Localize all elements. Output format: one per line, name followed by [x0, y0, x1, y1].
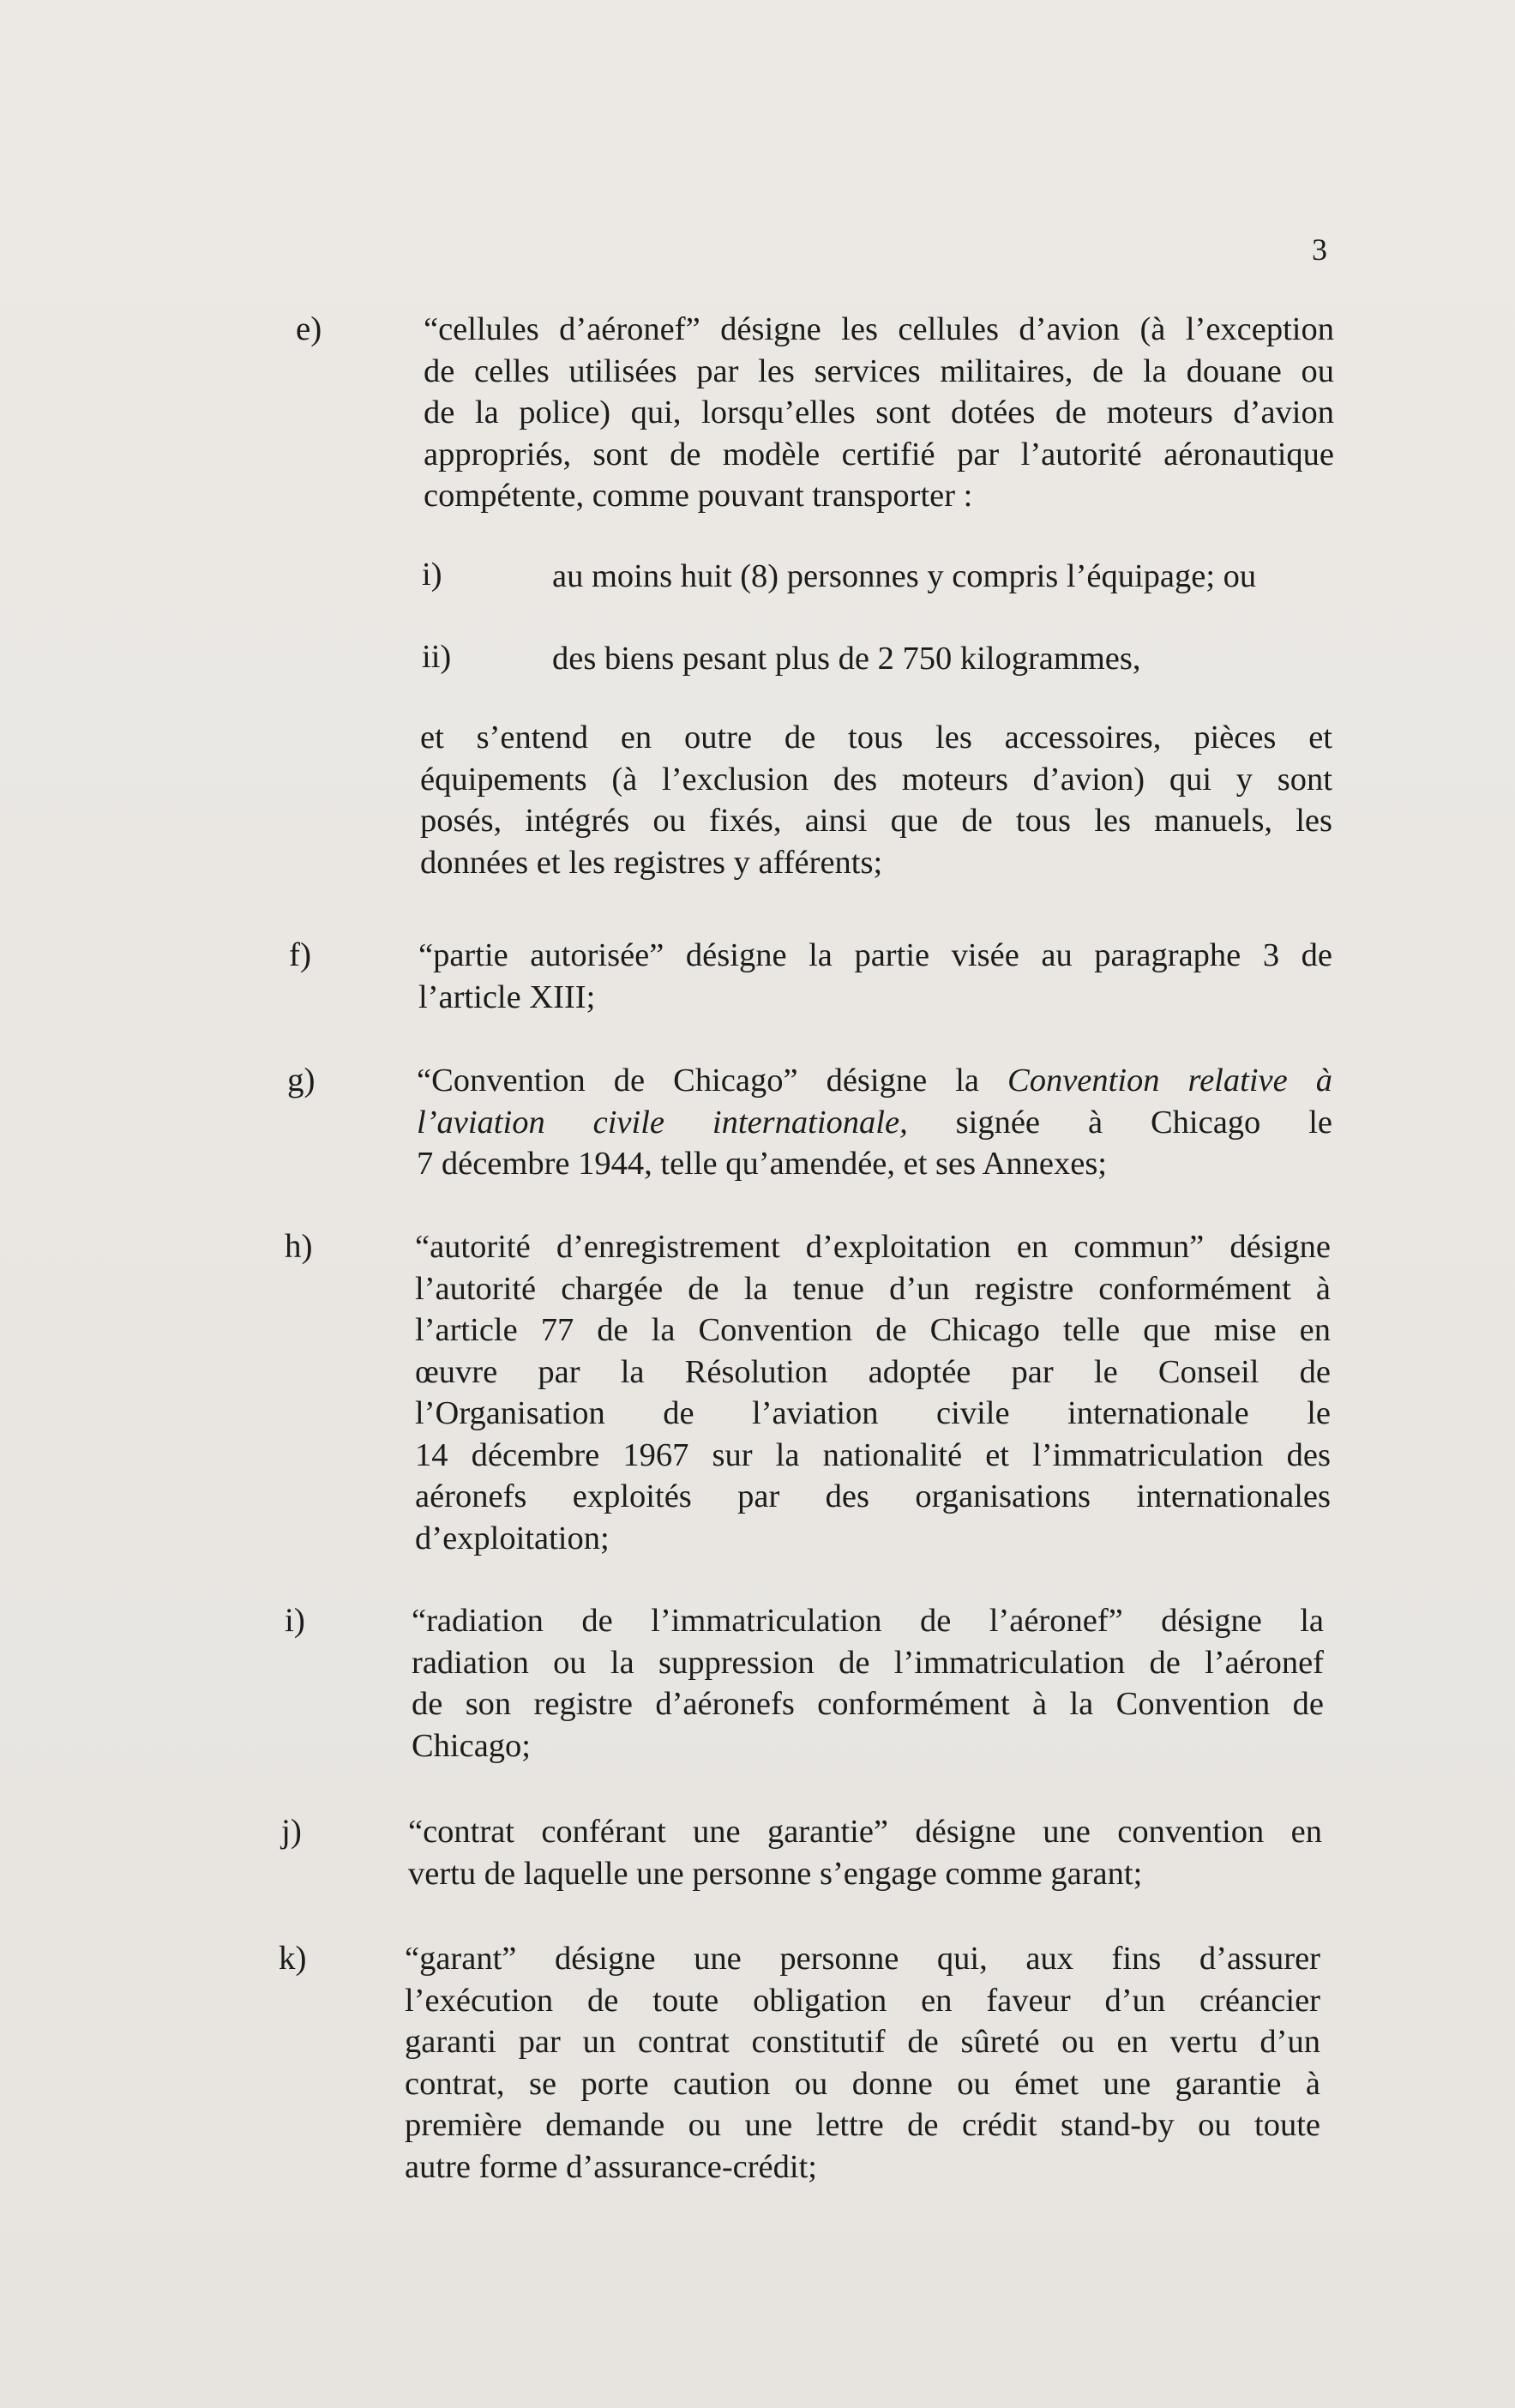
text-line [417, 1102, 1332, 1144]
text-line: contrat, se porte caution ou donne ou émet une garantie à [405, 2065, 1320, 2102]
definition-text [417, 1060, 1332, 1185]
text-line: “partie autorisée” désigne la partie visée au paragraphe 3 de [418, 937, 1332, 973]
page-number: 3 [1312, 232, 1327, 267]
definition-text [412, 1600, 1324, 1767]
text-line: vertu de laquelle une personne s’engage comme garant; [408, 1855, 1143, 1892]
definition-text [408, 1811, 1322, 1894]
text-line: de la police) qui, lorsqu’elles sont dotées de moteurs d’avion [424, 394, 1334, 430]
text-line: de celles utilisées par les services militaires, de la douane ou [424, 352, 1334, 389]
text-line: appropriés, sont de modèle certifié par l’autorité aéronautique [424, 436, 1334, 473]
text-line: 14 décembre 1967 sur la nationalité et l’immatriculation des [415, 1436, 1331, 1473]
text-line: l’autorité chargée de la tenue d’un registre conformément à [415, 1270, 1331, 1307]
text-line: l’article 77 de la Convention de Chicago telle que mise en [415, 1312, 1331, 1348]
text-line: compétente, comme pouvant transporter : [424, 478, 973, 514]
item-label: f) [289, 936, 311, 973]
convention-title: Convention relative à [1007, 1063, 1332, 1099]
text-line: “cellules d’aéronef” désigne les cellules d’avion (à l’exception [424, 311, 1334, 347]
item-label: g) [287, 1062, 316, 1099]
definition-text [424, 309, 1334, 517]
text-line: “autorité d’enregistrement d’exploitation en commun” désigne [415, 1229, 1331, 1265]
sub-item-text: au moins huit (8) personnes y compris l’équipage; ou [552, 558, 1257, 594]
text-line: garanti par un contrat constitutif de sûreté ou en vertu d’un [405, 2024, 1320, 2060]
definition-text [405, 1938, 1320, 2188]
text-line [417, 1060, 1332, 1102]
text-line: de son registre d’aéronefs conformément à la Convention de [412, 1686, 1324, 1722]
definition-text [415, 1226, 1331, 1559]
item-label: h) [285, 1228, 313, 1265]
continuation-text [420, 717, 1332, 883]
sub-item-label: i) [422, 557, 442, 593]
text-line: autre forme d’assurance-crédit; [405, 2148, 817, 2185]
text-line: équipements (à l’exclusion des moteurs d’avion) qui y sont [420, 761, 1332, 798]
text-line: l’exécution de toute obligation en faveur d’un créancier [405, 1982, 1320, 2019]
text-line: œuvre par la Résolution adoptée par le Conseil de [415, 1353, 1331, 1390]
convention-title: l’aviation civile internationale, [417, 1104, 908, 1141]
item-label: e) [296, 310, 322, 347]
text-line: posés, intégrés ou fixés, ainsi que de tous les manuels, les [420, 803, 1332, 839]
text-line: “garant” désigne une personne qui, aux fins d’assurer [405, 1941, 1320, 1977]
text-line: l’Organisation de l’aviation civile internationale le [415, 1395, 1331, 1431]
text-line: données et les registres y afférents; [420, 844, 883, 881]
text-line: d’exploitation; [415, 1520, 610, 1556]
text-line: “contrat conférant une garantie” désigne une convention en [408, 1814, 1322, 1850]
text-run: signée à Chicago le [955, 1104, 1333, 1141]
text-line: l’article XIII; [418, 978, 596, 1015]
item-label: j) [281, 1813, 302, 1850]
text-line: aéronefs exploités par des organisations internationales [415, 1478, 1331, 1514]
sub-item-label: ii) [422, 639, 452, 675]
item-label: i) [285, 1602, 305, 1639]
text-line: et s’entend en outre de tous les accessoires, pièces et [420, 719, 1332, 756]
text-line: 7 décembre 1944, telle qu’amendée, et ses Annexes; [417, 1146, 1108, 1182]
text-line: première demande ou une lettre de crédit stand-by ou toute [405, 2107, 1320, 2143]
text-line: “radiation de l’immatriculation de l’aéronef” désigne la [412, 1603, 1324, 1639]
item-label: k) [279, 1940, 307, 1977]
sub-item-text: des biens pesant plus de 2 750 kilogrammes, [552, 641, 1141, 677]
text-line: Chicago; [412, 1727, 531, 1764]
text-line: radiation ou la suppression de l’immatriculation de l’aéronef [412, 1644, 1324, 1681]
text-run: “Convention de Chicago” désigne la [417, 1063, 979, 1099]
definition-text [418, 935, 1332, 1018]
